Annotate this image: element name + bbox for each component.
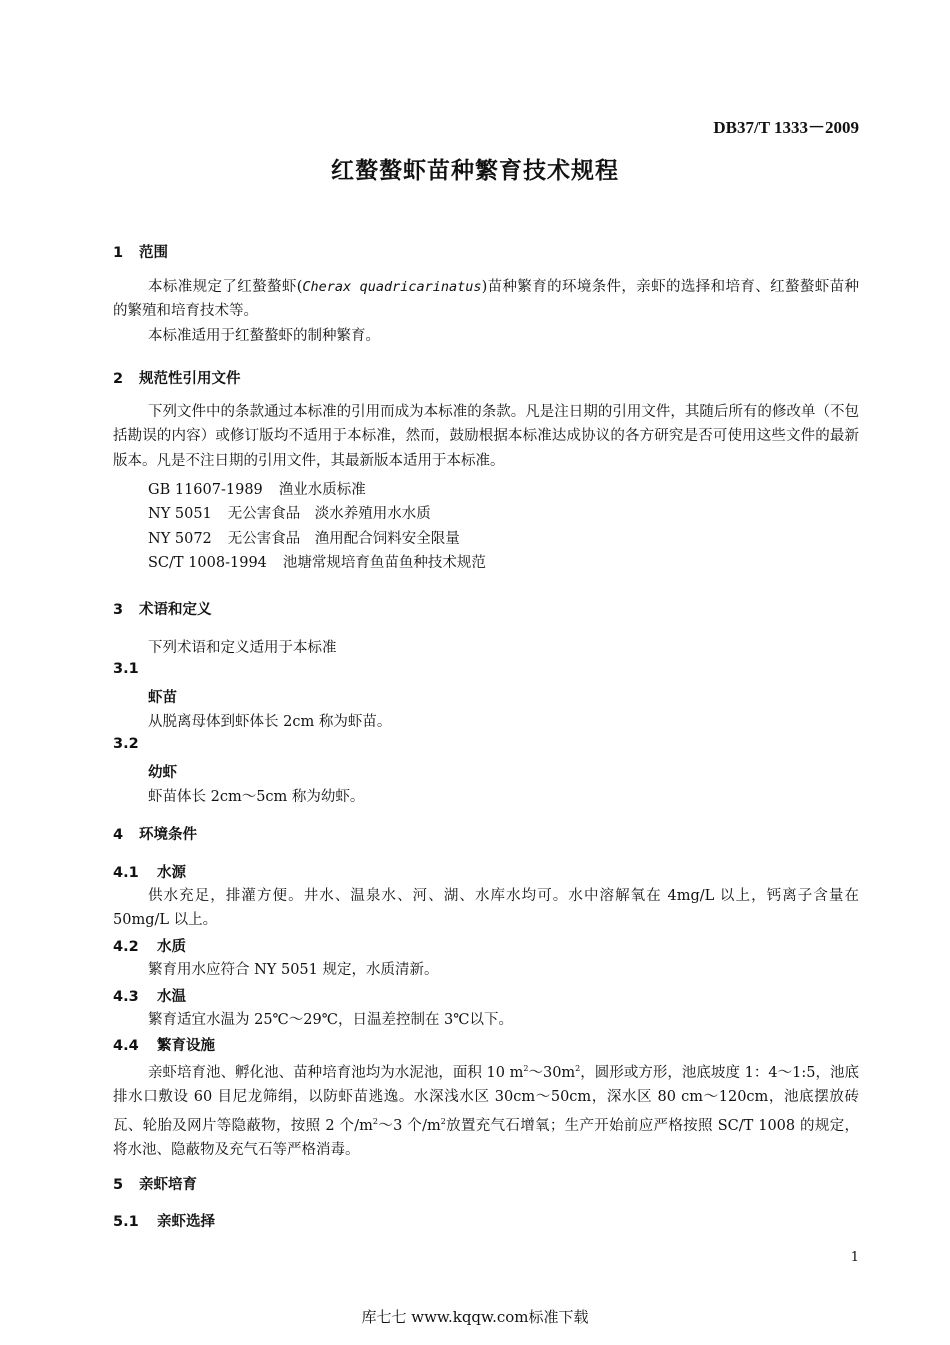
section-title: 术语和定义 [139, 602, 212, 618]
term-name: 虾苗 [148, 690, 177, 706]
superscript: 2 [523, 1064, 529, 1073]
section-4-heading [113, 823, 197, 844]
subsection-title: 水温 [157, 989, 186, 1005]
subsection-title: 水质 [157, 939, 186, 955]
reference-code: NY 5072 [148, 531, 212, 547]
subsection-number: 4.2 [113, 939, 139, 955]
section-3-heading [113, 598, 212, 619]
section-5-heading [113, 1173, 197, 1194]
section-title: 范围 [139, 245, 168, 261]
subsection-title: 水源 [157, 865, 186, 881]
term-name: 幼虾 [148, 765, 177, 781]
section-number: 1 [113, 245, 124, 261]
section-2-paragraph: 下列文件中的条款通过本标准的引用而成为本标准的条款。凡是注日期的引用文件，其随后所有的修改单（不包括勘误的内容）或修订版均不适用于本标准，然而，鼓励根据本标准达成协议的各方研究是否可使用这些文件的最新版本。凡是不注日期的引用文件，其最新版本适用于本标准。 [113, 404, 859, 469]
section-2-heading [113, 367, 241, 388]
section-1-heading [113, 241, 168, 262]
subsection-heading [113, 985, 186, 1006]
reference-item [148, 502, 431, 523]
text-run: ，圆形或方形，池底坡度 1：4～1:5，池底排水口敷设 60 目尼龙筛绢，以防虾苗逃逸。水深浅水区 30cm～50cm，深水区 80 cm～120cm，池底摆放砖瓦、轮胎及网片等隐蔽物，按照 2 个/m [113, 1065, 859, 1134]
subsection-heading [113, 1210, 215, 1231]
section-1-paragraph-1 [113, 275, 859, 324]
subsection-number: 5.1 [113, 1214, 139, 1230]
term-definition: 从脱离母体到虾体长 2cm 称为虾苗。 [148, 714, 392, 730]
section-title: 环境条件 [139, 827, 197, 843]
term-definition: 虾苗体长 2cm～5cm 称为幼虾。 [148, 789, 365, 805]
term-number: 3.1 [113, 661, 139, 677]
section-number: 4 [113, 827, 124, 843]
superscript: 2 [372, 1116, 379, 1126]
text-run: 本标准规定了红螯螯虾( [148, 279, 303, 295]
reference-item [148, 478, 366, 499]
section-number: 5 [113, 1177, 124, 1193]
subsection-heading [113, 1034, 215, 1055]
section-number: 3 [113, 602, 124, 618]
section-title: 亲虾培育 [139, 1177, 197, 1193]
section-title: 规范性引用文件 [139, 371, 241, 387]
subsection-title: 亲虾选择 [157, 1214, 215, 1230]
subsection-text: 繁育适宜水温为 25℃～29℃，日温差控制在 3℃以下。 [148, 1012, 514, 1028]
term-number: 3.2 [113, 736, 139, 752]
document-title: 红螯螯虾苗种繁育技术规程 [331, 158, 619, 184]
reference-item [148, 527, 460, 548]
reference-name: 渔业水质标准 [278, 482, 366, 498]
subsection-text [113, 1057, 859, 1163]
subsection-title: 繁育设施 [157, 1038, 215, 1054]
latin-name: Cherax quadricarinatus [302, 279, 482, 295]
reference-name: 无公害食品 淡水养殖用水水质 [227, 506, 431, 522]
section-1-paragraph-2: 本标准适用于红螯螯虾的制种繁育。 [148, 328, 380, 344]
subsection-heading [113, 861, 186, 882]
subsection-heading [113, 935, 186, 956]
subsection-number: 4.3 [113, 989, 139, 1005]
text-run: )苗种繁育的环境条件，亲虾的选择和培育、红螯螯虾苗种的繁殖和培育技术等。 [113, 279, 860, 320]
text-run: 放置充气石增氧；生产开始前应严格按照 SC/T 1008 的规定，将水池、隐蔽物及充气石等严格消毒。 [113, 1117, 860, 1159]
superscript: 2 [575, 1064, 581, 1073]
page-number: 1 [850, 1250, 859, 1265]
section-number: 2 [113, 371, 124, 387]
reference-item [148, 551, 486, 572]
section-3-intro: 下列术语和定义适用于本标准 [148, 640, 337, 656]
reference-name: 池塘常规培育鱼苗鱼种技术规范 [282, 555, 486, 571]
standard-code: DB37/T 1333－2009 [713, 118, 859, 137]
text-run: ～3 个/m [378, 1117, 441, 1134]
footer-watermark: 库七七 www.kqqw.com标准下载 [361, 1308, 589, 1326]
subsection-text: 供水充足，排灌方便。井水、温泉水、河、湖、水库水均可。水中溶解氧在 4mg/L 以上，钙离子含量在 50mg/L 以上。 [113, 888, 859, 929]
reference-code: SC/T 1008-1994 [148, 555, 267, 571]
reference-code: NY 5051 [148, 506, 212, 522]
superscript: 2 [440, 1116, 446, 1126]
reference-code: GB 11607-1989 [148, 482, 263, 498]
text-run: ～30m [528, 1065, 576, 1081]
reference-name: 无公害食品 渔用配合饲料安全限量 [227, 531, 460, 547]
subsection-number: 4.1 [113, 865, 139, 881]
subsection-number: 4.4 [113, 1038, 139, 1054]
subsection-text: 繁育用水应符合 NY 5051 规定，水质清新。 [148, 962, 439, 978]
text-run: 亲虾培育池、孵化池、苗种培育池均为水泥池，面积 10 m [148, 1065, 524, 1081]
